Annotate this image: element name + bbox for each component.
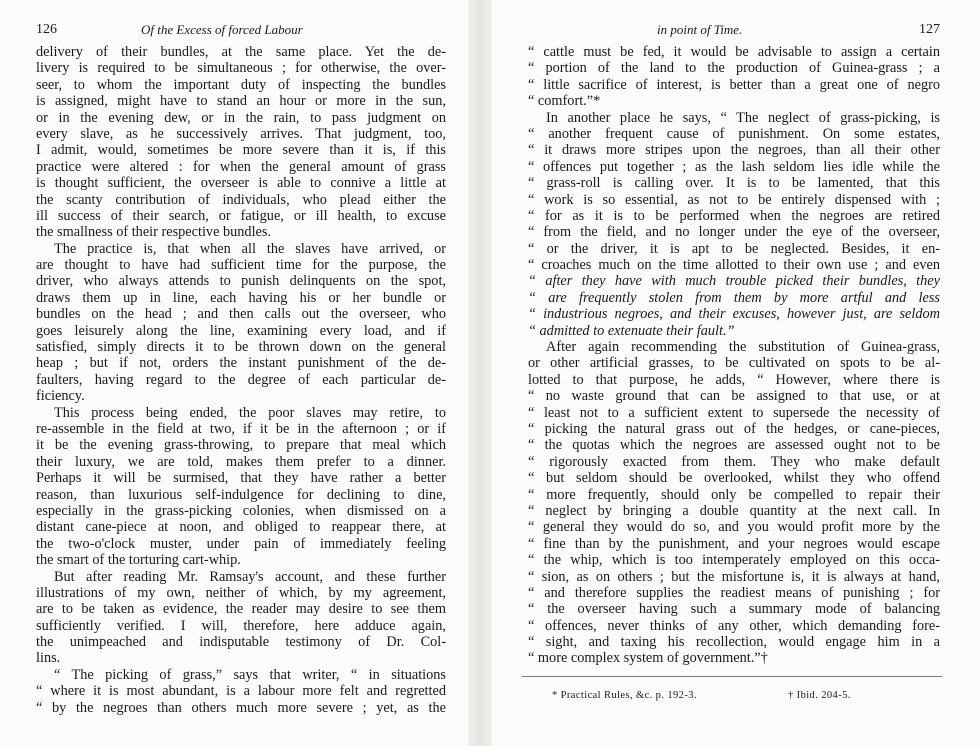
- text-line: or other artificial grasses, to be cultivated on spots to be al-: [528, 355, 940, 372]
- text-line: seer, to whom the important duty of inspecting the bundles: [36, 76, 446, 93]
- text-line: the smart of the torturing cart-whip.: [36, 552, 241, 569]
- text-line: are to be taken as evidence, the reader may desire to see them: [36, 601, 446, 618]
- text-line: distant cane-piece at noon, and obliged to reappear there, at: [36, 519, 446, 536]
- text-line: “ the quotas which the negroes are assessed ought not to be: [528, 437, 940, 454]
- text-line: “ it draws more stripes upon the negroes, than all their other: [528, 142, 940, 159]
- text-line: But after reading Mr. Ramsay's account, and these further: [54, 568, 446, 585]
- footnote-2: † Ibid. 204-5.: [788, 690, 851, 701]
- text-line: draws them up in line, each having his or her bundle or: [36, 289, 446, 306]
- text-line: faulters, having regard to the degree of each particular de-: [36, 371, 446, 388]
- text-line: the unimpeached and indisputable testimony of Dr. Col-: [36, 634, 446, 651]
- left-page-text: [36, 44, 446, 716]
- text-line: their luxury, we are told, makes them prefer to a dinner.: [36, 453, 446, 470]
- text-line: “ no waste ground that can be assigned to that use, or at: [528, 388, 940, 405]
- text-line: After again recommending the substitution of Guinea-grass,: [546, 339, 940, 356]
- right-page-number: 127: [919, 22, 940, 37]
- footnote-1: * Practical Rules, &c. p. 192-3.: [552, 690, 697, 701]
- text-line: reason, than luxurious self-indulgence for declining to dine,: [36, 486, 446, 503]
- text-line: “ the whip, which is too intemperately employed on this occa-: [528, 552, 940, 569]
- text-line: satisfied, simply directs it to be thrown down on the general: [36, 339, 446, 356]
- right-page: [490, 0, 980, 746]
- text-line: “ portion of the land to the production of Guinea-grass ; a: [528, 60, 940, 77]
- text-line: livery is required to be simultaneous ; for otherwise, the over-: [36, 60, 446, 77]
- text-line: bundles on the head ; and then calls out the overseer, who: [36, 306, 446, 323]
- text-line: driver, who always attends to punish delinquents on the spot,: [36, 273, 446, 290]
- text-line: “ where it is most abundant, is a labour more felt and regretted: [36, 683, 446, 700]
- text-line: “ admitted to extenuate their fault.”: [528, 322, 735, 339]
- right-running-title: in point of Time.: [657, 22, 743, 37]
- text-line: “ after they have with much trouble picked their bundles, they: [528, 273, 940, 290]
- text-line: “ offences put together ; as the lash seldom lies idle while the: [528, 158, 940, 175]
- text-line: “ work is so essential, as not to be entirely dispensed with ;: [528, 191, 940, 208]
- text-line: the scanty contribution of individuals, who plead either the: [36, 191, 446, 208]
- text-line: ficiency.: [36, 388, 85, 405]
- text-line: “ cattle must be fed, it would be advisable to assign a certain: [528, 44, 940, 60]
- text-line: I admit, would, sometimes be more severe than it is, if this: [36, 142, 446, 159]
- text-line: illustrations of my own, neither of which, by my agreement,: [36, 584, 446, 601]
- text-line: or in the evening dew, or in the rain, to pass judgment on: [36, 109, 446, 126]
- footnote-rule: [522, 676, 942, 677]
- text-line: In another place he says, “ The neglect of grass-picking, is: [546, 109, 940, 126]
- text-line: “ offences, never thinks of any other, which demanding fore-: [528, 617, 940, 634]
- left-running-title: Of the Excess of forced Labour: [141, 22, 303, 37]
- text-line: “ grass-roll is calling over. It is to be lamented, that this: [528, 175, 940, 192]
- left-page: [0, 0, 470, 746]
- text-line: “ neglect by bringing a double quantity at the next call. In: [528, 502, 940, 519]
- text-line: heap ; but if not, orders the instant punishment of the de-: [36, 355, 446, 372]
- book-spine: [468, 0, 492, 746]
- text-line: “ sion, as on others ; but the misfortune is, it is always at hand,: [528, 568, 940, 585]
- text-line: is assigned, might have to stand an hour or more in the sun,: [36, 93, 446, 110]
- text-line: is thought sufficient, the overseer is able to connive a little at: [36, 175, 446, 192]
- text-line: practice were altered : for when the general amount of grass: [36, 158, 446, 175]
- text-line: “ The picking of grass,” says that writer, “ in situations: [54, 666, 446, 683]
- text-line: “ another frequent cause of punishment. On some estates,: [528, 125, 940, 142]
- left-page-number: 126: [36, 22, 57, 37]
- text-line: “ least not to a sufficient extent to supersede the necessity of: [528, 404, 940, 421]
- text-line: “ by the negroes than others much more severe ; yet, as the: [36, 699, 446, 716]
- text-line: the two-o'clock muster, under pain of immediately feeling: [36, 535, 446, 552]
- text-line: it be the evening grass-throwing, to prepare that meal which: [36, 437, 446, 454]
- text-line: re-assemble in the field at two, if it be in the afternoon ; or if: [36, 420, 446, 437]
- text-line: sufficiently verified. I will, therefore, here adduce again,: [36, 617, 446, 634]
- text-line: “ more complex system of government.”†: [528, 650, 768, 667]
- text-line: every slave, as he successively arrives. That judgment, too,: [36, 125, 446, 142]
- text-line: “ fine than by the punishment, and your negroes would escape: [528, 535, 940, 552]
- text-line: “ comfort.”*: [528, 93, 601, 110]
- text-line: especially in the grass-picking colonies, when dismissed on a: [36, 502, 446, 519]
- text-line: This process being ended, the poor slaves may retire, to: [54, 404, 446, 421]
- text-line: “ from the field, and no longer under the eye of the overseer,: [528, 224, 940, 241]
- text-line: “ picking the natural grass out of the hedges, or cane-pieces,: [528, 420, 940, 437]
- text-line: “ for as it is to be performed when the negroes are retired: [528, 207, 940, 224]
- text-line: “ sight, and taxing his recollection, would engage him in a: [528, 634, 940, 651]
- text-line: “ are frequently stolen from them by more artful and less: [528, 289, 940, 306]
- text-line: “ croaches much on the time allotted to their own use ; and even: [528, 257, 940, 274]
- right-page-text: [528, 44, 940, 667]
- text-line: “ more frequently, should only be compelled to repair their: [528, 486, 940, 503]
- text-line: ill success of their search, or fatigue, or ill health, to excuse: [36, 207, 446, 224]
- text-line: are thought to have had sufficient time for the purpose, the: [36, 257, 446, 274]
- text-line: lotted to that purpose, he adds, “ However, where there is: [528, 371, 940, 388]
- text-line: “ rigorously exacted from them. They who make default: [528, 453, 940, 470]
- text-line: “ little sacrifice of interest, is better than a great one of negro: [528, 76, 940, 93]
- text-line: “ the overseer having such a summary mode of balancing: [528, 601, 940, 618]
- text-line: “ or the driver, it is apt to be neglected. Besides, it en-: [528, 240, 940, 257]
- text-line: The practice is, that when all the slaves have arrived, or: [54, 240, 446, 257]
- text-line: “ general they would do so, and you would profit more by the: [528, 519, 940, 536]
- text-line: delivery of their bundles, at the same place. Yet the de-: [36, 44, 446, 60]
- text-line: lins.: [36, 650, 61, 667]
- text-line: “ industrious negroes, and their excuses, however just, are seldom: [528, 306, 940, 323]
- text-line: “ and therefore supplies the readiest means of punishing ; for: [528, 584, 940, 601]
- text-line: goes leisurely along the line, examining every load, and if: [36, 322, 446, 339]
- text-line: the smallness of their respective bundles.: [36, 224, 272, 241]
- text-line: Perhaps it will be surmised, that they have rather a better: [36, 470, 446, 487]
- text-line: “ but seldom should be overlooked, whilst they who offend: [528, 470, 940, 487]
